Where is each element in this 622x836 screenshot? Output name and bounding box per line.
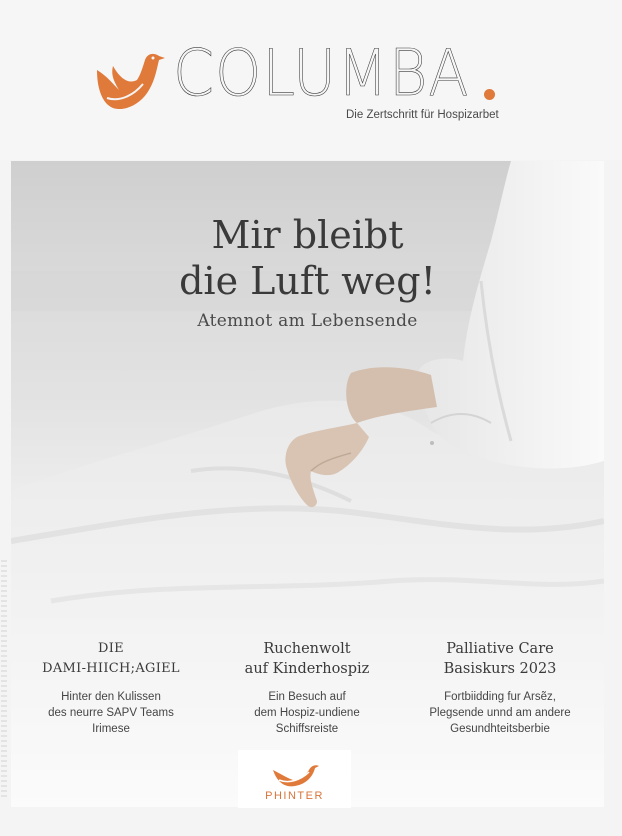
cover-headline-line2: die Luft weg! (179, 259, 436, 303)
teaser-title-line1: Palliative Care (446, 641, 554, 657)
masthead-tagline: Die Zertschritt für Hospizarbet (346, 109, 499, 121)
teaser-title-line2: Basiskurs 2023 (443, 661, 557, 677)
teaser-title-line1: Ruchenwolt (263, 641, 351, 657)
publisher-label: PHINTER (265, 790, 324, 802)
teaser-1 (16, 639, 206, 737)
teaser-body-line2: des neurre SAPV Teams (48, 707, 174, 719)
masthead-accent-dot (484, 89, 495, 100)
masthead (0, 0, 622, 160)
teaser-body-line2: Plegsende unnd am andere (429, 707, 571, 719)
teaser-3 (405, 639, 595, 737)
dove-icon (271, 762, 319, 788)
teaser-body-line1: Ein Besuch auf (268, 691, 346, 703)
edge-print-marks (1, 560, 7, 800)
teaser-title-line2: DAMI-HIICH;AGIEL (42, 661, 180, 676)
masthead-title: COLUMBA (173, 37, 470, 111)
dove-icon (93, 50, 165, 112)
cover-subheadline: Atemnot am Lebensende (197, 311, 418, 331)
teaser-2 (212, 639, 402, 737)
teaser-body-line3: Irimese (92, 723, 130, 735)
cover-headline-line1: Mir bleibt (211, 213, 404, 257)
cover-photo (11, 161, 604, 807)
teaser-body-line2: dem Hospiz-undiene (254, 707, 360, 719)
teaser-body-line1: Hinter den Kulissen (61, 691, 161, 703)
publisher-badge (238, 750, 351, 808)
teaser-title-line2: auf Kinderhospiz (244, 661, 370, 677)
teaser-body-line3: Gesundhteitsberbie (450, 723, 550, 735)
teaser-body-line3: Schiffsreiste (275, 723, 339, 735)
teaser-title-line1: DIE (98, 641, 124, 656)
teaser-body-line1: Fortbiidding fur Arsẽz, (444, 691, 556, 703)
